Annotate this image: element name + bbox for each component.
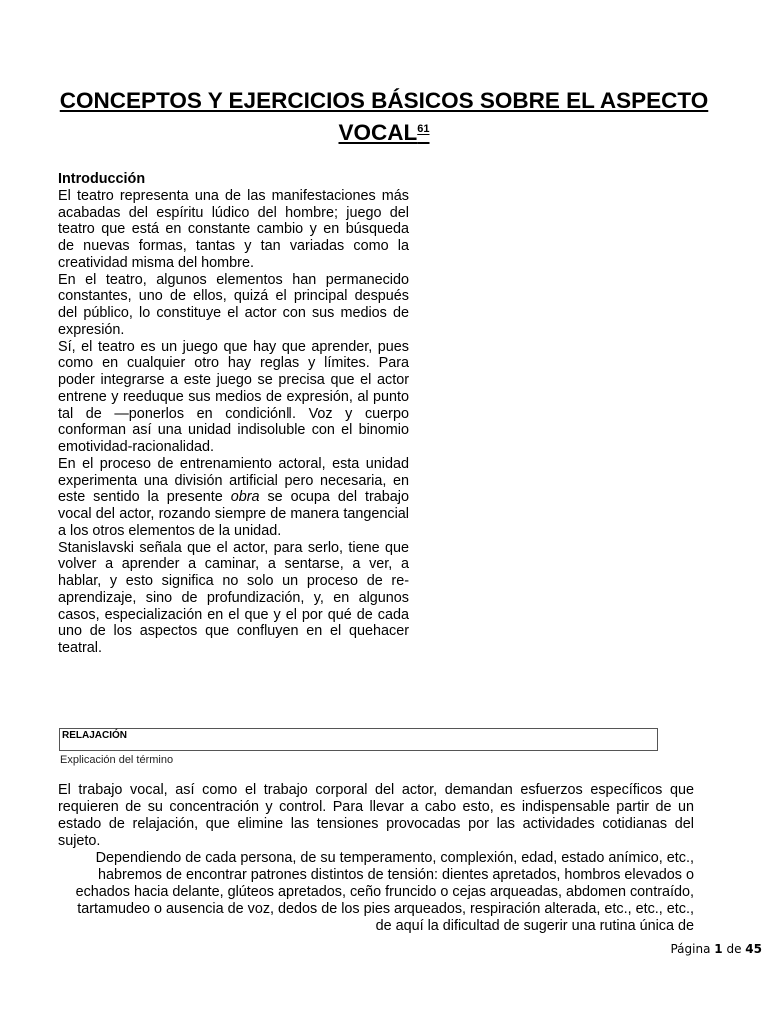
intro-paragraph-4 [58,456,409,540]
body-paragraph-2: Dependiendo de cada persona, de su temperamento, complexión, edad, estado anímico, etc., habremos de encontrar patrones distintos de tensión: dientes apretados, hombros elevados o echados hacia delante, glúteos apretados, ceño fruncido o cejas arqueadas, abdomen contraído, tartamudeo o ausencia de voz, dedos de los pies arqueados, respiración alterada, etc., etc., etc., de aquí la dificultad de sugerir una rutina única de [75,850,694,934]
intro-paragraph-3: Sí, el teatro es un juego que hay que aprender, pues como en cualquier otro hay reglas y límites. Para poder integrarse a este juego se precisa que el actor entrene y reeduque sus medios de expresión, al punto tal de ―ponerlos en condición‖. Voz y cuerpo conforman así una unidad indisoluble con el binomio emotividad-racionalidad. [58,338,409,455]
page-number: 1 [714,942,723,956]
body-paragraph-1: El trabajo vocal, así como el trabajo corporal del actor, demandan esfuerzos específicos que requieren de su concentración y control. Para llevar a cabo esto, es indispensable partir de un estado de relajación, que elimine las tensiones provocadas por las actividades cotidianas del sujeto. [58,782,694,849]
section-sublabel: Explicación del término [60,754,174,766]
page-word: Página [670,942,711,956]
intro-paragraph-5: Stanislavski señala que el actor, para serlo, tiene que volver a aprender a caminar, a sentarse, a ver, a hablar, y esto significa no solo un proceso de re-aprendizaje, sino de profundización, y, en algunos casos, especialización en el que y el por qué de cada uno de los aspectos que confluyen en el quehacer teatral. [58,539,409,656]
intro-paragraph-4-end: se ocupa del trabajo vocal del actor, rozando siempre de manera tangencial a los otros elementos de la unidad. [58,489,409,539]
of-word: de [726,942,742,956]
introduction-column [58,171,409,657]
section-heading-box [59,728,658,751]
introduction-heading: Introducción [58,171,146,187]
page-footer [670,942,762,956]
intro-paragraph-1: El teatro representa una de las manifestaciones más acabadas del espíritu lúdico del hombre; juego del teatro que está en constante cambio y en búsqueda de nuevas formas, tantas y tan variadas como la creatividad misma del hombre. [58,187,409,271]
page-title [40,86,728,147]
body-text [58,782,694,935]
title-text: CONCEPTOS Y EJERCICIOS BÁSICOS SOBRE EL ASPECTO VOCAL [59,88,709,145]
intro-paragraph-4-start: En el proceso de entrenamiento actoral, esta unidad experimenta una división artificial pero necesaria, en este sentido la presente [58,455,409,506]
footnote-reference[interactable]: 61 [417,123,430,135]
page-total: 45 [745,942,762,956]
intro-paragraph-2: En el teatro, algunos elementos han permanecido constantes, uno de ellos, quizá el principal después del público, lo constituye el actor con sus medios de expresión. [58,271,409,338]
intro-paragraph-4-emphasis: obra [230,489,260,506]
section-label: RELAJACIÓN [62,730,128,741]
